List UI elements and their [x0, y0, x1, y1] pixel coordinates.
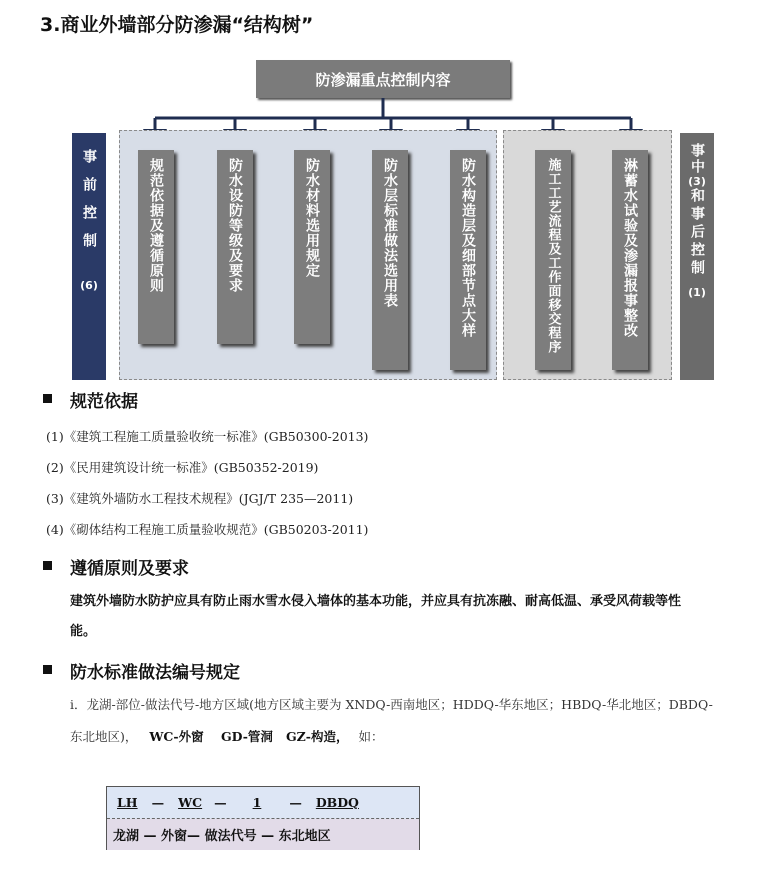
tree-root-box: 防渗漏重点控制内容 — [256, 60, 510, 98]
coding-text-line2: 东北地区)， WC-外窗 GD-管洞 GZ-构造， 如： — [70, 729, 384, 744]
code-part-number: 1 — [252, 795, 262, 810]
tree-column-7: 淋蓄水试验及渗漏报事整改 — [612, 150, 648, 370]
code-part-wc: WC — [178, 795, 203, 810]
reference-item: (1)《建筑工程施工质量验收统一标准》(GB50300-2013) — [46, 429, 369, 444]
bullet-square — [43, 665, 52, 674]
principles-text-line1: 建筑外墙防水防护应具有防止雨水雪水侵入墙体的基本功能，并应具有抗冻融、耐高低温、承受风荷载等性 — [70, 594, 682, 609]
section-title-basis: 规范依据 — [70, 392, 138, 412]
reference-item: (3)《建筑外墙防水工程技术规程》(JGJ/T 235—2011) — [46, 491, 354, 506]
coding-abbreviations: WC-外窗 GD-管洞 GZ-构造， — [149, 729, 349, 744]
code-part-lh: LH — [117, 795, 138, 810]
pre-control-text: 事前控制 — [81, 149, 97, 261]
code-example-meaning-row: 龙湖 — 外窗— 做法代号 — 东北地区 — [107, 819, 419, 850]
bullet-square — [43, 394, 52, 403]
pre-control-count: (6) — [80, 279, 98, 292]
reference-item: (4)《砌体结构工程施工质量验收规范》(GB50203-2011) — [46, 522, 369, 537]
pre-control-label — [72, 133, 106, 380]
tree-column-4: 防水层标准做法选用表 — [372, 150, 408, 370]
post-control-label — [680, 133, 714, 380]
coding-text-line1: i．龙湖-部位-做法代号-地方区域(地方区域主要为 XNDQ-西南地区；HDDQ-华东地区；HBDQ-华北地区；DBDQ- — [70, 697, 713, 712]
section-title-coding: 防水标准做法编号规定 — [70, 663, 240, 683]
reference-item: (2)《民用建筑设计统一标准》(GB50352-2019) — [46, 460, 319, 475]
tree-column-2: 防水设防等级及要求 — [217, 150, 253, 344]
post-control-count-mid: (3) — [688, 175, 706, 188]
tree-column-6: 施工工艺流程及工作面移交程序 — [535, 150, 571, 370]
post-control-text-bottom: 和事后控制 — [689, 188, 705, 278]
post-control-count: (1) — [688, 286, 706, 299]
page-title: 3.商业外墙部分防渗漏“结构树” — [40, 14, 314, 36]
code-example-box — [106, 786, 420, 850]
tree-column-3: 防水材料选用规定 — [294, 150, 330, 344]
post-control-text-top: 事中 — [689, 143, 705, 175]
tree-column-5: 防水构造层及细部节点大样 — [450, 150, 486, 370]
section-title-principles: 遵循原则及要求 — [70, 559, 189, 579]
code-example-code-row: LH — WC — 1 — DBDQ — [107, 787, 419, 819]
code-part-region: DBDQ — [315, 795, 359, 810]
bullet-square — [43, 561, 52, 570]
tree-column-1: 规范依据及遵循原则 — [138, 150, 174, 344]
principles-text-line2: 能。 — [70, 624, 97, 639]
